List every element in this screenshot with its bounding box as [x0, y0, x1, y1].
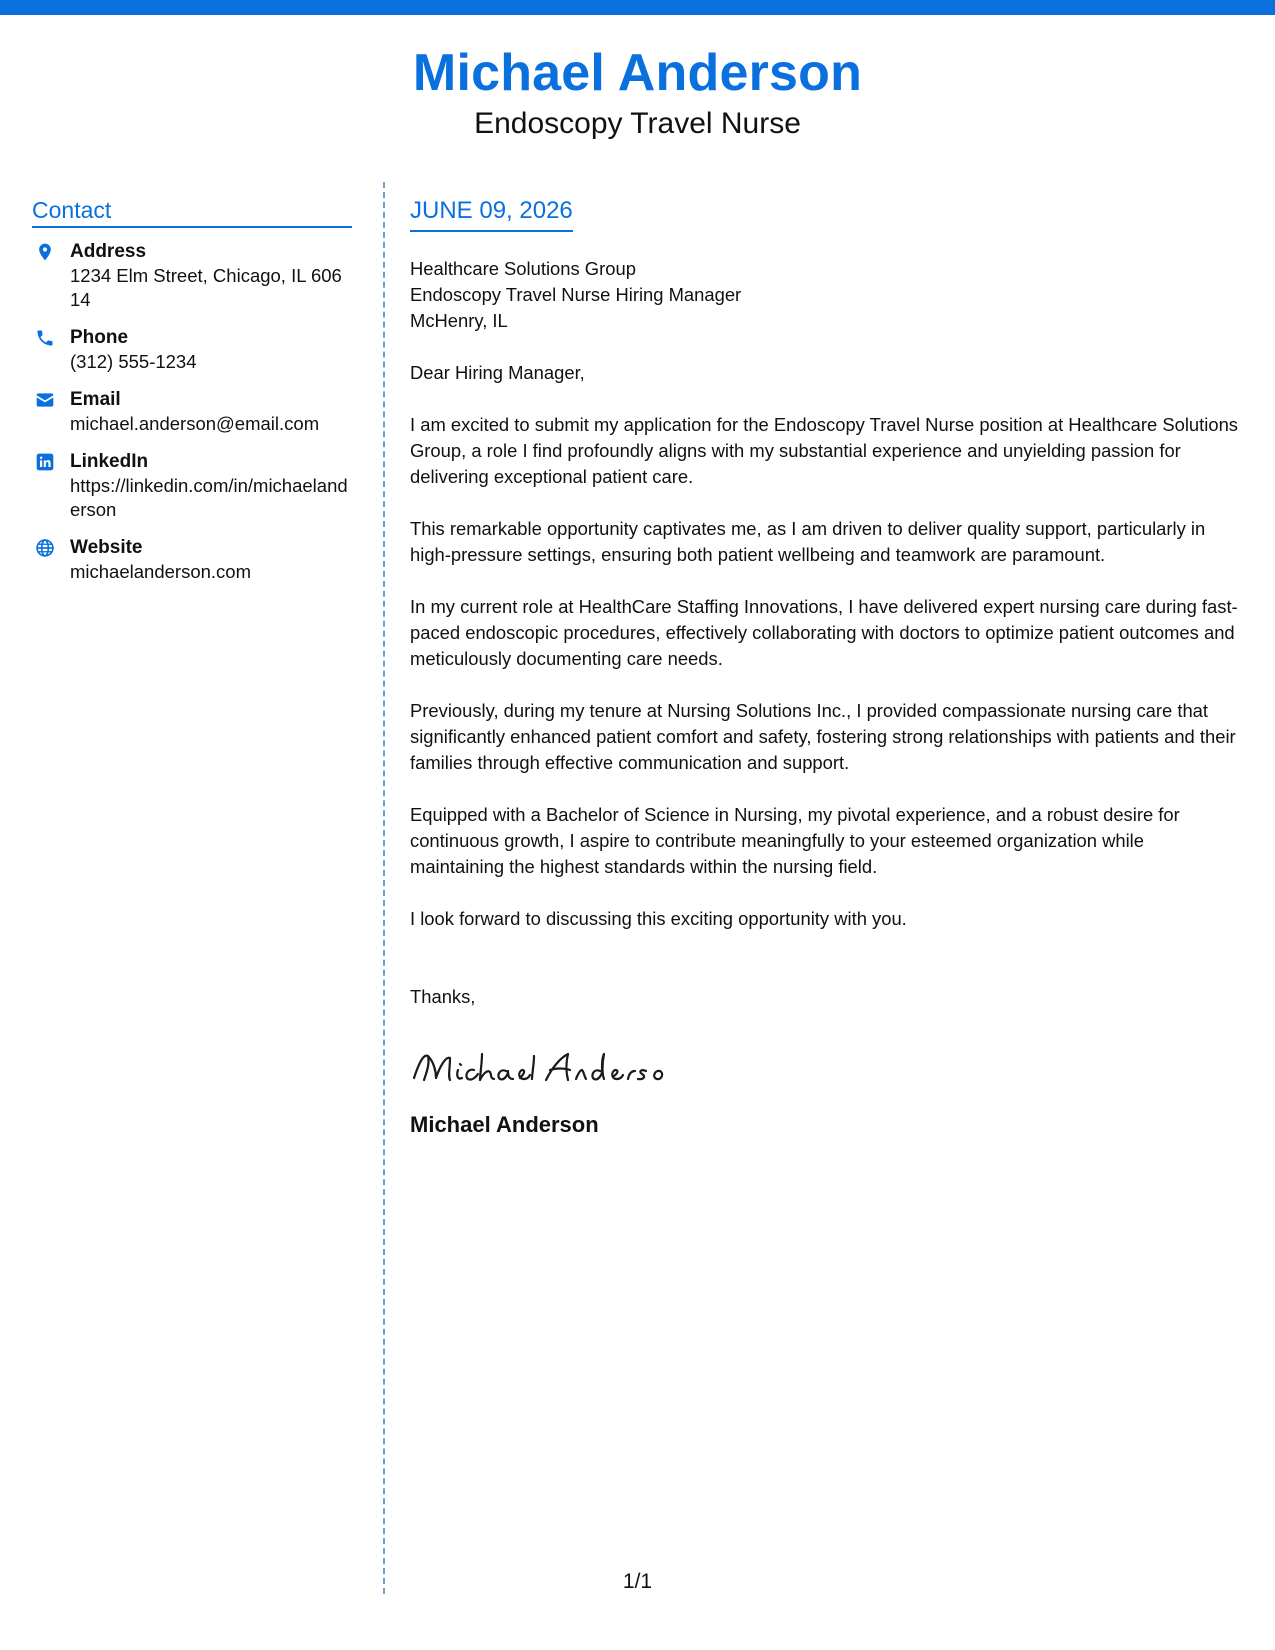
- contact-label: Address: [70, 241, 147, 262]
- closing: Thanks,: [410, 986, 476, 1007]
- contact-linkedin: [32, 450, 352, 522]
- contact-value[interactable]: (312) 555-1234: [70, 351, 197, 372]
- letter-date: JUNE 09, 2026: [410, 197, 573, 224]
- letter-paragraph: In my current role at HealthCare Staffing Innovations, I have delivered expert nursing care during fast-paced endoscopic procedures, effectively collaborating with doctors to optimize patient outcomes and meticulously documenting care needs.: [410, 596, 1238, 669]
- linkedin-icon: [35, 452, 55, 472]
- handwritten-signature: [410, 1040, 1240, 1100]
- letter-paragraph: I am excited to submit my application for the Endoscopy Travel Nurse position at Healthcare Solutions Group, a role I find profoundly aligns with my substantial experience and unyielding passion for delivering exceptional patient care.: [410, 414, 1238, 487]
- recipient-role: Endoscopy Travel Nurse Hiring Manager: [410, 284, 742, 305]
- recipient-company: Healthcare Solutions Group: [410, 258, 636, 279]
- page-number: 1/1: [622, 1570, 653, 1593]
- envelope-icon: [35, 390, 55, 410]
- letter-paragraph: This remarkable opportunity captivates me, as I am driven to deliver quality support, particularly in high-pressure settings, ensuring both patient wellbeing and teamwork are paramount.: [410, 518, 1206, 565]
- contact-value[interactable]: https://linkedin.com/in/michaelanderson: [70, 475, 348, 520]
- contact-value: 1234 Elm Street, Chicago, IL 60614: [70, 265, 342, 310]
- contact-list: [32, 240, 352, 584]
- contact-value[interactable]: michael.anderson@email.com: [70, 413, 320, 434]
- top-accent-bar: [0, 0, 1275, 15]
- letter-paragraph: I look forward to discussing this exciting opportunity with you.: [410, 908, 907, 929]
- letter-paragraph: Equipped with a Bachelor of Science in Nursing, my pivotal experience, and a robust desire for continuous growth, I aspire to contribute meaningfully to your esteemed organization while maintaining the highest standards within the nursing field.: [410, 804, 1180, 877]
- contact-email: [32, 388, 352, 436]
- contact-website: [32, 536, 352, 584]
- phone-icon: [35, 328, 55, 348]
- recipient-location: McHenry, IL: [410, 310, 508, 331]
- contact-heading: Contact: [32, 196, 352, 228]
- recipient-block: [410, 256, 1240, 334]
- date-block: [410, 196, 573, 232]
- contact-phone: [32, 326, 352, 374]
- contact-value[interactable]: michaelanderson.com: [70, 561, 251, 582]
- contact-label: Website: [70, 537, 143, 558]
- contact-label: Phone: [70, 327, 129, 348]
- map-pin-icon: [35, 242, 55, 262]
- contact-label: LinkedIn: [70, 451, 149, 472]
- contact-sidebar: [32, 196, 352, 598]
- contact-label: Email: [70, 389, 121, 410]
- contact-address: [32, 240, 352, 312]
- letter-paragraph: Previously, during my tenure at Nursing Solutions Inc., I provided compassionate nursing care that significantly enhanced patient comfort and safety, fostering strong relationships with patients and their families through effective communication and support.: [410, 700, 1236, 773]
- header: [0, 40, 1275, 144]
- globe-icon: [35, 538, 55, 558]
- candidate-name: Michael Anderson: [412, 44, 863, 102]
- job-title: Endoscopy Travel Nurse: [474, 107, 801, 140]
- greeting: Dear Hiring Manager,: [410, 362, 585, 383]
- column-divider: [383, 182, 385, 1594]
- letter-body: [410, 196, 1240, 1138]
- signature-name: Michael Anderson: [410, 1112, 599, 1137]
